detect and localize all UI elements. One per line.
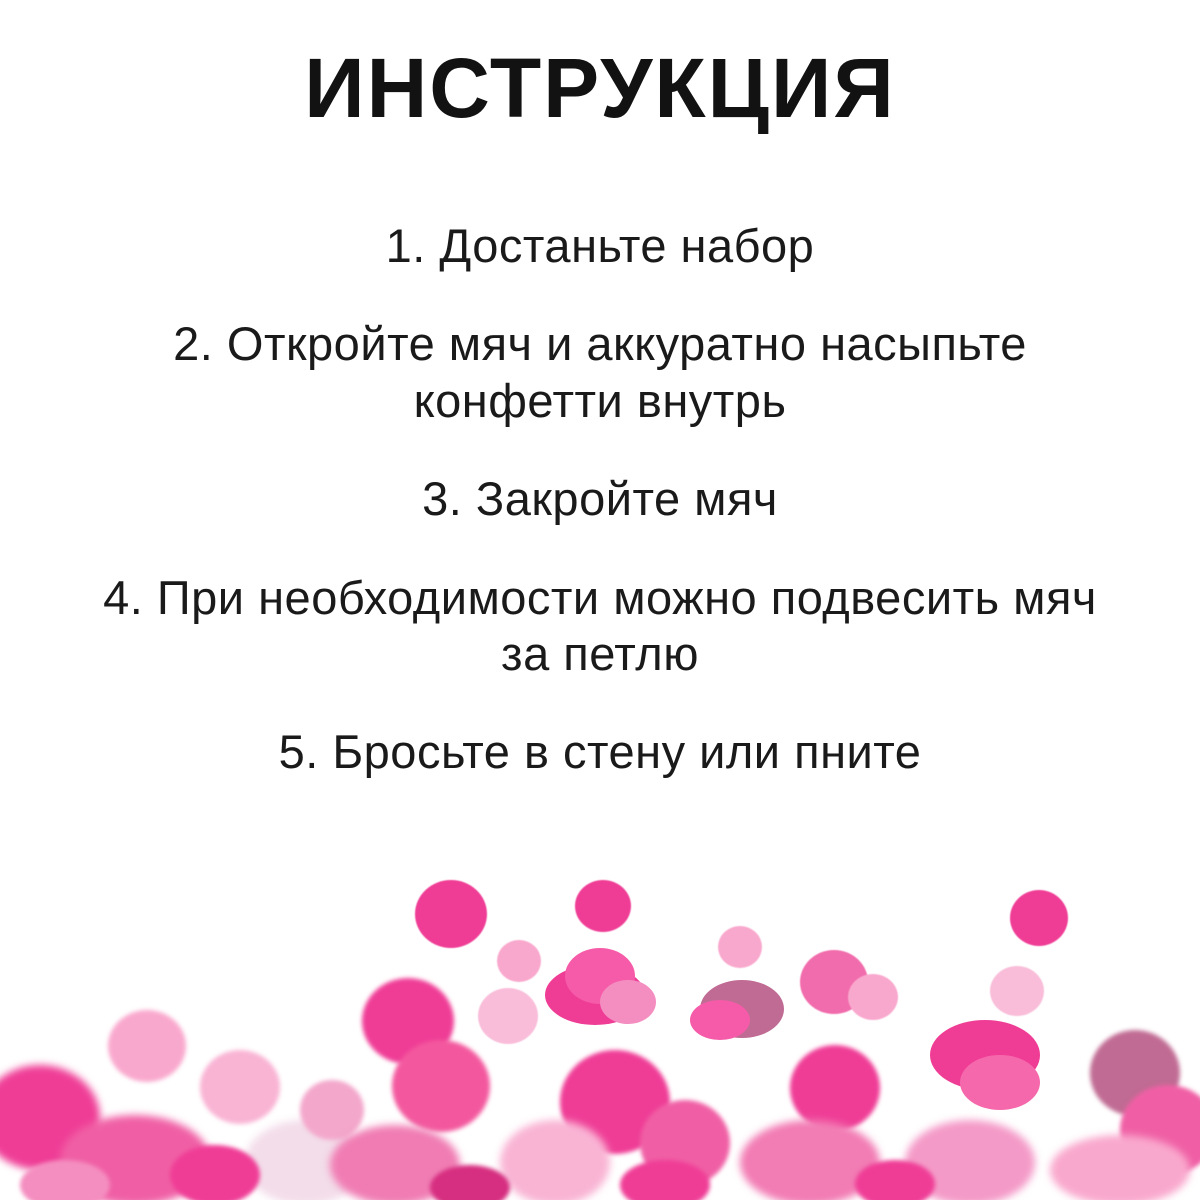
confetti-decoration xyxy=(0,870,1200,1200)
confetti-dot xyxy=(990,966,1044,1016)
confetti-dot xyxy=(500,1120,610,1200)
confetti-dot xyxy=(108,1010,186,1082)
confetti-dot xyxy=(430,1165,510,1200)
confetti-dot xyxy=(848,974,898,1020)
list-item: 2. Откройте мяч и аккуратно насыпьте конфетти внутрь xyxy=(173,317,1027,427)
confetti-dot xyxy=(415,880,487,948)
list-item: 5. Бросьте в стену или пните xyxy=(278,725,922,779)
confetti-dot xyxy=(392,1040,490,1132)
list-item: 1. Достаньте набор xyxy=(385,219,815,272)
confetti-ellipse xyxy=(600,980,656,1024)
instruction-steps-list xyxy=(0,218,1200,781)
confetti-ellipse xyxy=(960,1055,1040,1110)
confetti-dot xyxy=(1050,1135,1190,1200)
list-item: 3. Закройте мяч xyxy=(422,472,778,526)
list-item: 4. При необходимости можно подвесить мяч за петлю xyxy=(103,570,1097,680)
confetti-dot xyxy=(575,880,631,932)
confetti-dot xyxy=(478,988,538,1044)
confetti-dot xyxy=(855,1160,935,1200)
confetti-dot xyxy=(300,1080,364,1140)
confetti-dot xyxy=(497,940,541,982)
confetti-dot xyxy=(170,1145,260,1200)
confetti-ellipse xyxy=(690,1000,750,1040)
confetti-dot xyxy=(790,1045,880,1131)
confetti-dot xyxy=(1010,890,1068,946)
confetti-dot xyxy=(200,1050,280,1124)
page-title: ИНСТРУКЦИЯ xyxy=(304,41,896,135)
confetti-dot xyxy=(718,926,762,968)
